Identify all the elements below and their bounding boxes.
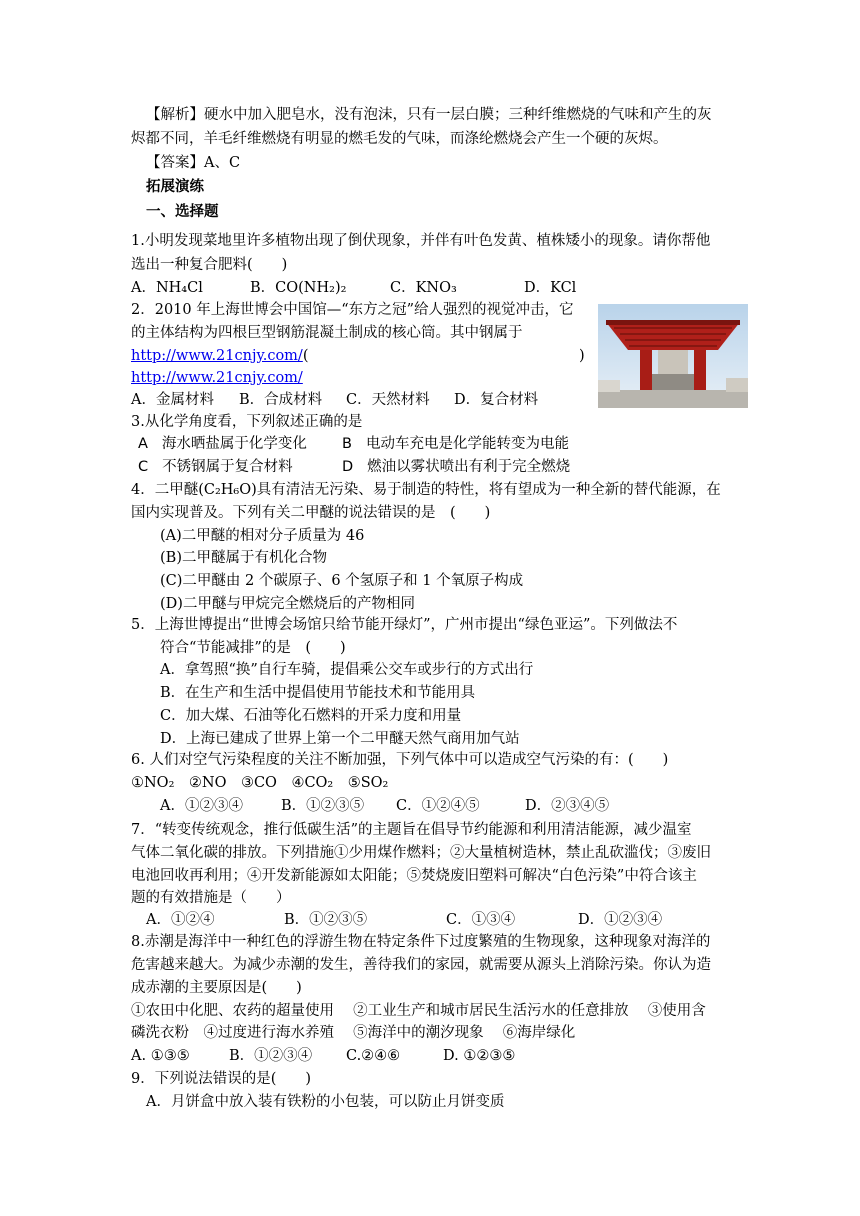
- china-pavilion-image: [598, 304, 748, 408]
- q1-stem-line-1: 1.小明发现菜地里许多植物出现了倒伏现象，并伴有叶色发黄、植株矮小的现象。请你帮他: [131, 233, 711, 249]
- q2-option-a: A．金属材料: [131, 392, 214, 408]
- q1-option-b: B．CO(NH₂)₂: [250, 280, 347, 296]
- q2-option-d: D．复合材料: [454, 392, 539, 408]
- q5-stem-line-1: 5．上海世博提出“世博会场馆只给节能开绿灯”，广州市提出“绿色亚运”。下列做法不: [131, 617, 678, 633]
- q2-paren-open: (: [302, 348, 309, 364]
- q3-option-c: [138, 456, 293, 478]
- q8-stem-line-1: 8.赤潮是海洋中一种红色的浮游生物在特定条件下过度繁殖的生物现象，这种现象对海洋的: [131, 934, 711, 950]
- q7-stem-line-3: 电池回收再利用；④开发新能源如太阳能；⑤焚烧废旧塑料可解决“白色污染”中符合该主: [131, 868, 697, 884]
- q3-option-a: [138, 433, 307, 455]
- q3-option-d: [342, 456, 570, 478]
- q3-option-d-letter: D: [342, 459, 354, 475]
- q4-option-c: (C)二甲醚由 2 个碳原子、6 个氢原子和 1 个氧原子构成: [160, 573, 524, 589]
- answer-line: 【答案】A、C: [146, 155, 241, 171]
- q8-option-c: C.②④⑥: [346, 1048, 401, 1064]
- q7-option-c: C．①③④: [446, 912, 516, 928]
- q7-stem-line-4: 题的有效措施是（ ）: [131, 890, 291, 906]
- q6-stem-line-1: 6. 人们对空气污染程度的关注不断加强，下列气体中可以造成空气污染的有：( ): [131, 752, 669, 768]
- q4-option-d: (D)二甲醚与甲烷完全燃烧后的产物相同: [160, 596, 415, 612]
- q7-option-d: D．①②③④: [578, 912, 663, 928]
- q5-stem-line-2: 符合“节能减排”的是 ( ): [160, 640, 346, 656]
- q8-option-d: D. ①②③⑤: [443, 1048, 516, 1064]
- q8-stem-line-3: 成赤潮的主要原因是( ): [131, 980, 302, 996]
- q2-option-b: B．合成材料: [239, 392, 323, 408]
- q2-paren-close: ): [579, 348, 585, 364]
- q2-option-c: C．天然材料: [346, 392, 430, 408]
- q8-stem-line-5: 磷洗衣粉 ④过度进行海水养殖 ⑤海洋中的潮汐现象 ⑥海岸绿化: [131, 1025, 576, 1041]
- q3-option-c-letter: C: [138, 459, 149, 475]
- q1-option-d: D．KCl: [524, 280, 577, 296]
- q9-stem: 9．下列说法错误的是( ): [131, 1071, 312, 1087]
- q5-option-d: D．上海已建成了世界上第一个二甲醚天然气商用加气站: [160, 731, 520, 747]
- q2-link-row-2: [131, 367, 303, 389]
- q1-option-c: C．KNO₃: [390, 280, 457, 296]
- q8-option-a: A. ①③⑤: [131, 1048, 190, 1064]
- q5-option-c: C．加大煤、石油等化石燃料的开采力度和用量: [160, 708, 462, 724]
- analysis-line-2: 烬都不同，羊毛纤维燃烧有明显的燃毛发的气味，而涤纶燃烧会产生一个硬的灰烬。: [131, 131, 668, 147]
- q5-option-a: A．拿驾照“换”自行车骑，提倡乘公交车或步行的方式出行: [160, 662, 534, 678]
- q8-stem-line-2: 危害越来越大。为减少赤潮的发生，善待我们的家园，就需要从源头上消除污染。你认为造: [131, 957, 711, 973]
- q2-link-row: [131, 345, 309, 367]
- q2-link-2[interactable]: http://www.21cnjy.com/: [131, 370, 303, 386]
- q3-option-b-text: 电动车充电是化学能转变为电能: [365, 436, 569, 452]
- q6-option-b: B．①②③⑤: [281, 798, 365, 814]
- q6-stem-line-2: ①NO₂ ②NO ③CO ④CO₂ ⑤SO₂: [131, 775, 389, 791]
- q9-option-a: A．月饼盒中放入装有铁粉的小包装，可以防止月饼变质: [146, 1094, 505, 1110]
- q3-stem: 3.从化学角度看，下列叙述正确的是: [131, 414, 363, 430]
- q8-option-b: B．①②③④: [229, 1048, 313, 1064]
- q7-stem-line-2: 气体二氧化碳的排放。下列措施①少用煤作燃料；②大量植树造林，禁止乱砍滥伐；③废旧: [131, 845, 711, 861]
- q4-option-b: (B)二甲醚属于有机化合物: [160, 550, 327, 566]
- q3-option-c-text: 不锈钢属于复合材料: [162, 459, 293, 475]
- q6-option-c: C．①②④⑤: [396, 798, 480, 814]
- q6-option-d: D．②③④⑤: [525, 798, 610, 814]
- q5-option-b: B．在生产和生活中提倡使用节能技术和节能用具: [160, 685, 476, 701]
- q3-option-a-text: 海水晒盐属于化学变化: [161, 436, 307, 452]
- q7-option-a: A．①②④: [146, 912, 215, 928]
- q3-option-b: [342, 433, 569, 455]
- q4-option-a: (A)二甲醚的相对分子质量为 46: [160, 528, 365, 544]
- q6-option-a: A．①②③④: [160, 798, 243, 814]
- q3-option-d-text: 燃油以雾状喷出有利于完全燃烧: [367, 459, 571, 475]
- q3-option-a-letter: A: [138, 436, 148, 452]
- q4-stem-line-1: 4．二甲醚(C₂H₆O)具有清洁无污染、易于制造的特性，将有望成为一种全新的替代能源，在: [131, 482, 721, 498]
- q1-stem-line-2: 选出一种复合肥料( ): [131, 257, 288, 273]
- section-title: 拓展演练: [146, 179, 204, 195]
- q2-stem-line-1: 2．2010 年上海世博会中国馆—“东方之冠”给人强烈的视觉冲击，它: [131, 302, 574, 318]
- subsection-title: 一、选择题: [146, 204, 219, 220]
- q7-option-b: B．①②③⑤: [284, 912, 368, 928]
- china-pavilion-icon: [598, 304, 748, 408]
- q2-link-1[interactable]: http://www.21cnjy.com/: [131, 348, 303, 364]
- q8-stem-line-4: ①农田中化肥、农药的超量使用 ②工业生产和城市居民生活污水的任意排放 ③使用含: [131, 1003, 706, 1019]
- q2-stem-line-2: 的主体结构为四根巨型钢筋混凝土制成的核心筒。其中钢属于: [131, 325, 523, 341]
- q4-stem-line-2: 国内实现普及。下列有关二甲醚的说法错误的是 ( ): [131, 505, 491, 521]
- q7-stem-line-1: 7．“转变传统观念，推行低碳生活”的主题旨在倡导节约能源和利用清洁能源，减少温室: [131, 822, 692, 838]
- analysis-line-1: 【解析】硬水中加入肥皂水，没有泡沫，只有一层白膜；三种纤维燃烧的气味和产生的灰: [146, 107, 712, 123]
- q1-option-a: A．NH₄Cl: [131, 280, 203, 296]
- q3-option-b-letter: B: [342, 436, 352, 452]
